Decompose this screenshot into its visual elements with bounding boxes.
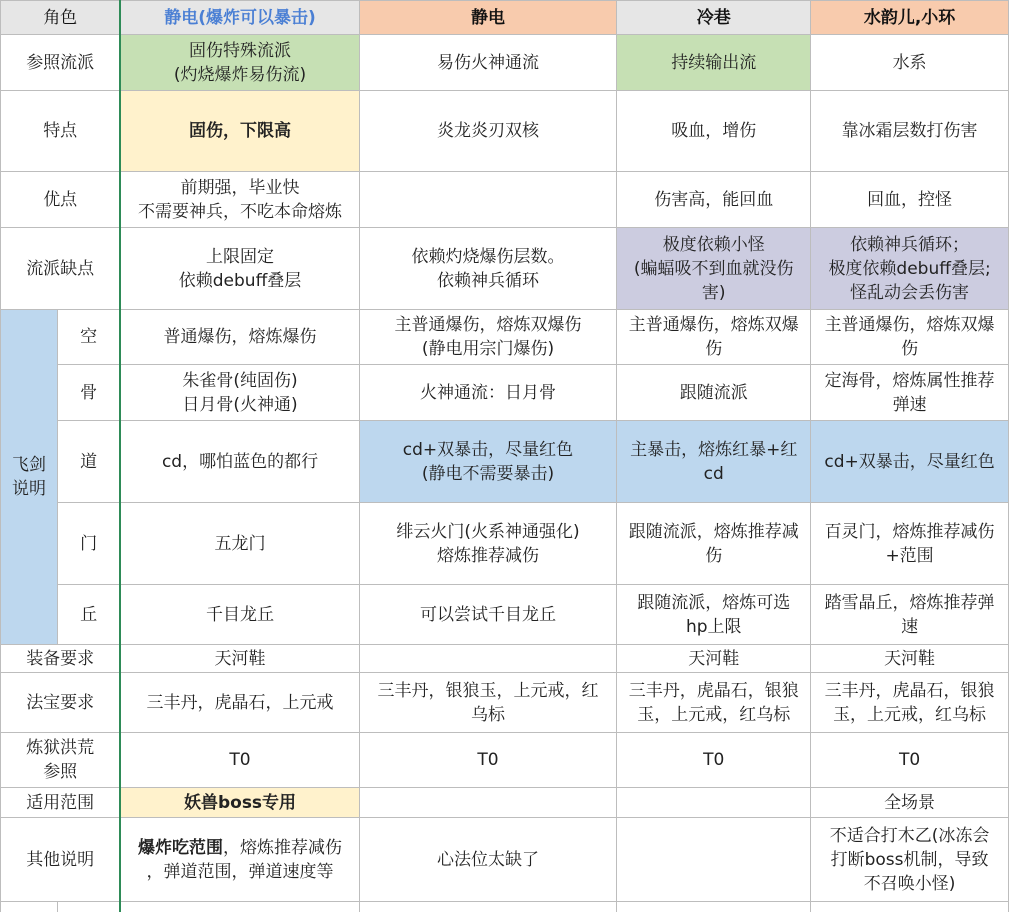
header-role[interactable]: 角色 — [1, 1, 121, 35]
row-label-scope[interactable]: 适用范围 — [1, 788, 121, 818]
cell[interactable]: 全场景 — [811, 788, 1009, 818]
cell[interactable]: 普通爆伤，熔炼爆伤 — [120, 310, 359, 365]
cell[interactable]: 主普通爆伤，熔炼双爆 伤 — [617, 310, 811, 365]
cell[interactable]: 易伤火神通流 — [359, 35, 617, 91]
cell[interactable]: 依赖灼烧爆伤层数。 依赖神兵循环 — [359, 228, 617, 310]
cell[interactable] — [359, 902, 617, 912]
cell[interactable]: 炎龙炎刃双核 — [359, 91, 617, 172]
cell[interactable]: 前期强，毕业快 不需要神兵，不吃本命熔炼 — [120, 172, 359, 228]
table-row — [1, 35, 1009, 91]
row-label-cons[interactable]: 流派缺点 — [1, 228, 121, 310]
cell[interactable] — [120, 902, 359, 912]
row-label-qiu[interactable]: 丘 — [57, 585, 120, 645]
cell[interactable] — [811, 902, 1009, 912]
row-label-gu[interactable]: 骨 — [57, 365, 120, 421]
header-col4[interactable]: 水韵儿,小环 — [811, 1, 1009, 35]
table-row — [1, 310, 1009, 365]
cell[interactable] — [1, 902, 58, 912]
cell[interactable]: 回血，控怪 — [811, 172, 1009, 228]
cell[interactable]: 天河鞋 — [811, 645, 1009, 673]
cell[interactable]: 绯云火门(火系神通强化) 熔炼推荐减伤 — [359, 503, 617, 585]
cell[interactable] — [617, 788, 811, 818]
cell[interactable]: 跟随流派，熔炼推荐减 伤 — [617, 503, 811, 585]
cell[interactable]: 妖兽boss专用 — [120, 788, 359, 818]
row-label-traits[interactable]: 特点 — [1, 91, 121, 172]
cell[interactable]: 跟随流派，熔炼可选 hp上限 — [617, 585, 811, 645]
table-row — [1, 365, 1009, 421]
table-row — [1, 645, 1009, 673]
cell-text: ，熔炼推荐减伤 ，弹道范围，弹道速度等 — [146, 837, 343, 882]
cell[interactable] — [359, 645, 617, 673]
cell[interactable]: 三丰丹，虎晶石，银狼 玉，上元戒，红乌标 — [811, 673, 1009, 733]
cell[interactable]: 天河鞋 — [617, 645, 811, 673]
cell[interactable]: cd+双暴击，尽量红色 (静电不需要暴击) — [359, 421, 617, 503]
cell[interactable] — [359, 172, 617, 228]
cell[interactable]: cd+双暴击，尽量红色 — [811, 421, 1009, 503]
cell[interactable]: 天河鞋 — [120, 645, 359, 673]
sword-group-label[interactable]: 飞剑 说明 — [1, 310, 58, 645]
cell[interactable]: 伤害高，能回血 — [617, 172, 811, 228]
row-label-kong[interactable]: 空 — [57, 310, 120, 365]
cell[interactable]: 五龙门 — [120, 503, 359, 585]
cell[interactable]: 上限固定 依赖debuff叠层 — [120, 228, 359, 310]
cell[interactable]: 固伤，下限高 — [120, 91, 359, 172]
cell[interactable]: 踏雪晶丘，熔炼推荐弹 速 — [811, 585, 1009, 645]
cell[interactable] — [57, 902, 120, 912]
cell[interactable]: 三丰丹，虎晶石，上元戒 — [120, 673, 359, 733]
cell[interactable]: 火神通流：日月骨 — [359, 365, 617, 421]
table-row — [1, 818, 1009, 902]
table-row — [1, 91, 1009, 172]
table-row — [1, 503, 1009, 585]
cell[interactable] — [617, 902, 811, 912]
table-row-partial — [1, 902, 1009, 912]
cell[interactable]: 主普通爆伤，熔炼双爆 伤 — [811, 310, 1009, 365]
cell[interactable]: 跟随流派 — [617, 365, 811, 421]
header-col2[interactable]: 静电 — [359, 1, 617, 35]
cell[interactable]: 持续输出流 — [617, 35, 811, 91]
cell-bold-text: 爆炸吃范围 — [138, 837, 224, 858]
cell[interactable]: T0 — [359, 733, 617, 788]
table-row — [1, 585, 1009, 645]
table-row — [1, 172, 1009, 228]
cell[interactable]: cd，哪怕蓝色的都行 — [120, 421, 359, 503]
cell[interactable]: 百灵门，熔炼推荐减伤 +范围 — [811, 503, 1009, 585]
cell[interactable]: 定海骨，熔炼属性推荐 弹速 — [811, 365, 1009, 421]
cell[interactable]: T0 — [617, 733, 811, 788]
row-label-pros[interactable]: 优点 — [1, 172, 121, 228]
cell[interactable]: 可以尝试千目龙丘 — [359, 585, 617, 645]
table-row — [1, 788, 1009, 818]
cell[interactable]: 不适合打木乙(冰冻会 打断boss机制，导致 不召唤小怪) — [811, 818, 1009, 902]
cell[interactable]: 吸血，增伤 — [617, 91, 811, 172]
cell[interactable]: 朱雀骨(纯固伤) 日月骨(火神通) — [120, 365, 359, 421]
cell[interactable]: 极度依赖小怪 (蝙蝠吸不到血就没伤 害) — [617, 228, 811, 310]
cell[interactable]: 千目龙丘 — [120, 585, 359, 645]
row-label-equip[interactable]: 装备要求 — [1, 645, 121, 673]
cell[interactable]: 依赖神兵循环； 极度依赖debuff叠层; 怪乱动会丢伤害 — [811, 228, 1009, 310]
header-col3[interactable]: 冷巷 — [617, 1, 811, 35]
cell[interactable]: T0 — [811, 733, 1009, 788]
cell[interactable] — [359, 788, 617, 818]
table-row — [1, 421, 1009, 503]
cell[interactable]: 固伤特殊流派 (灼烧爆炸易伤流) — [120, 35, 359, 91]
row-label-school[interactable]: 参照流派 — [1, 35, 121, 91]
row-label-men[interactable]: 门 — [57, 503, 120, 585]
cell[interactable]: 主普通爆伤，熔炼双爆伤 (静电用宗门爆伤) — [359, 310, 617, 365]
cell[interactable]: 靠冰霜层数打伤害 — [811, 91, 1009, 172]
cell[interactable]: 水系 — [811, 35, 1009, 91]
row-label-prison[interactable]: 炼狱洪荒 参照 — [1, 733, 121, 788]
row-label-dao[interactable]: 道 — [57, 421, 120, 503]
header-row — [1, 1, 1009, 35]
cell[interactable] — [120, 818, 359, 902]
row-label-other[interactable]: 其他说明 — [1, 818, 121, 902]
table-row — [1, 228, 1009, 310]
header-col1[interactable] — [120, 1, 359, 35]
header-col1-text: 静电(爆炸可以暴击) — [164, 7, 316, 28]
cell[interactable] — [617, 818, 811, 902]
table-row — [1, 673, 1009, 733]
cell[interactable]: T0 — [120, 733, 359, 788]
cell[interactable]: 三丰丹，虎晶石，银狼 玉，上元戒，红乌标 — [617, 673, 811, 733]
row-label-treasure[interactable]: 法宝要求 — [1, 673, 121, 733]
cell[interactable]: 三丰丹，银狼玉，上元戒，红 乌标 — [359, 673, 617, 733]
cell[interactable]: 主暴击，熔炼红暴+红 cd — [617, 421, 811, 503]
table-row — [1, 733, 1009, 788]
cell[interactable]: 心法位太缺了 — [359, 818, 617, 902]
